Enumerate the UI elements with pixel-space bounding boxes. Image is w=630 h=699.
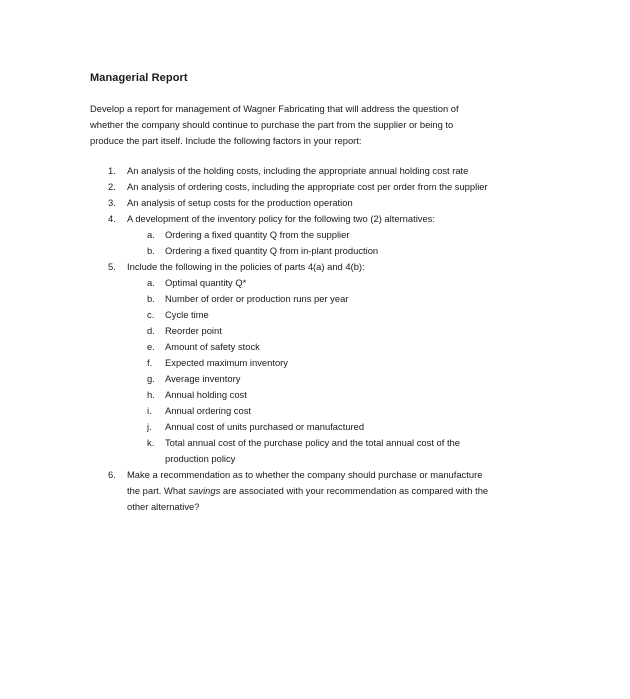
list-number: 3.	[108, 197, 116, 208]
sub-letter: c.	[147, 309, 155, 320]
intro-paragraph	[90, 101, 530, 149]
list-text: Include the following in the policies of parts 4(a) and 4(b):	[127, 261, 365, 272]
list-number: 1.	[108, 165, 116, 176]
list-text: Make a recommendation as to whether the company should purchase or manufacture	[127, 469, 483, 480]
report-title: Managerial Report	[90, 72, 188, 84]
sub-text: Total annual cost of the purchase policy and the total annual cost of the	[165, 437, 460, 448]
sub-text: Ordering a fixed quantity Q from the supplier	[165, 229, 350, 240]
sub-letter: i.	[147, 405, 152, 416]
sub-text: Reorder point	[165, 325, 222, 336]
sub-text: Expected maximum inventory	[165, 357, 288, 368]
sub-letter: a.	[147, 277, 155, 288]
sub-text: Amount of safety stock	[165, 341, 260, 352]
sub-letter: g.	[147, 373, 155, 384]
list-text	[127, 483, 488, 499]
sub-text: production policy	[165, 453, 236, 464]
sub-text: Annual cost of units purchased or manufactured	[165, 421, 365, 432]
intro-line: Develop a report for management of Wagner Fabricating that will address the question of	[90, 103, 459, 114]
sub-text: Number of order or production runs per year	[165, 293, 349, 304]
sub-text: Cycle time	[165, 309, 209, 320]
list-number: 2.	[108, 181, 116, 192]
sub-letter: f.	[147, 357, 153, 368]
intro-line: produce the part itself. Include the following factors in your report:	[90, 135, 362, 146]
intro-line: whether the company should continue to purchase the part from the supplier or being to	[90, 119, 454, 130]
sub-letter: a.	[147, 229, 155, 240]
sub-letter: d.	[147, 325, 155, 336]
sub-text: Optimal quantity Q*	[165, 277, 247, 288]
list-text: An analysis of ordering costs, including the appropriate cost per order from the supplier	[127, 181, 488, 192]
list-number: 4.	[108, 213, 116, 224]
sub-text: Annual holding cost	[165, 389, 247, 400]
sub-text: Annual ordering cost	[165, 405, 251, 416]
list-text-part: the part. What	[127, 485, 189, 496]
sub-letter: j.	[147, 421, 152, 432]
list-text: A development of the inventory policy for the following two (2) alternatives:	[127, 213, 435, 224]
list-text-part: are associated with your recommendation as compared with the	[220, 485, 489, 496]
list-text: other alternative?	[127, 501, 200, 512]
sub-text: Ordering a fixed quantity Q from in-plant production	[165, 245, 379, 256]
sub-letter: e.	[147, 341, 155, 352]
sub-letter: h.	[147, 389, 155, 400]
sub-letter: k.	[147, 437, 155, 448]
sub-letter: b.	[147, 245, 155, 256]
list-number: 5.	[108, 261, 116, 272]
list-text: An analysis of the holding costs, including the appropriate annual holding cost rate	[127, 165, 469, 176]
sub-text: Average inventory	[165, 373, 241, 384]
emphasis-savings: savings	[188, 485, 221, 496]
list-text: An analysis of setup costs for the production operation	[127, 197, 353, 208]
sub-letter: b.	[147, 293, 155, 304]
list-number: 6.	[108, 469, 116, 480]
